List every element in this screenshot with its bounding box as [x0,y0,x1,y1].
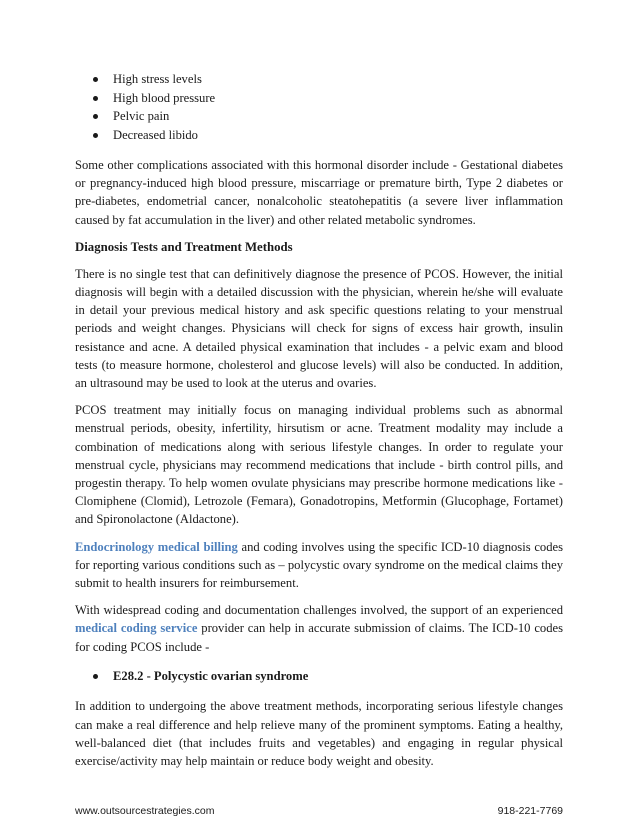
coding-text-before: With widespread coding and documentation challenges involved, the support of an experienced [75,603,563,618]
bullet-icon [93,77,98,82]
medical-coding-service-link[interactable]: medical coding service [75,621,198,636]
code-item-text: E28.2 - Polycystic ovarian syndrome [113,668,309,683]
document-page [75,70,563,770]
bullet-icon [93,96,98,101]
section-heading: Diagnosis Tests and Treatment Methods [75,239,293,254]
bullet-icon [93,133,98,138]
list-item [75,126,563,145]
list-item [75,107,563,126]
footer-phone: 918-221-7769 [497,805,563,817]
bullet-icon [93,674,98,679]
bullet-icon [93,114,98,119]
complications-paragraph: Some other complications associated with this hormonal disorder include - Gestational diabetes or pregnancy-induced high blood pressure, miscarriage or premature birth, Type 2 diabetes or pre-diabetes, endometrial cancer, nonalcoholic steatohepatitis (a severe liver inflammation caused by fat accumulation in the liver) and other related metabolic syndromes. [75,158,563,227]
list-item-text: Pelvic pain [113,109,170,123]
list-item-text: High stress levels [113,72,202,86]
footer-website: www.outsourcestrategies.com [75,805,215,817]
coding-paragraph [75,601,563,656]
lifestyle-paragraph: In addition to undergoing the above treatment methods, incorporating serious lifestyle changes can make a real difference and help relieve many of the prominent symptoms. Eating a healthy, well-balanced diet (that includes fruits and vegetables) and engaging in regular physical exercise/activity may help maintain or reduce body weight and obesity. [75,699,563,768]
list-item-text: High blood pressure [113,90,216,105]
billing-paragraph [75,538,563,593]
list-item-text: Decreased libido [113,127,198,142]
code-list [75,667,563,686]
endocrinology-billing-link[interactable]: Endocrinology medical billing [75,539,238,554]
treatment-paragraph: PCOS treatment may initially focus on managing individual problems such as abnormal menstrual periods, obesity, infertility, hirsutism or acne. Treatment modality may include a combination of medications along with serious lifestyle changes. In order to regulate your menstrual cycle, physicians may recommend medications that include - birth control pills, and progestin therapy. To help women ovulate physicians may prescribe hormone medications like - Clomiphene (Clomid), Letrozole (Femara), Gonadotropins, Metformin (Glucophage, Fortamet) and Spironolactone (Aldactone). [75,403,563,527]
page-footer [75,805,563,819]
list-item [75,89,563,108]
symptom-list [75,70,563,144]
diagnosis-paragraph: There is no single test that can definitively diagnose the presence of PCOS. However, the initial diagnosis will begin with a detailed discussion with the physician, wherein he/she will evaluate in detail your previous medical history and ask specific questions relating to your menstrual periods and weight changes. Physicians will check for signs of excess hair growth, insulin resistance and acne. A detailed physical examination that includes - a pelvic exam and blood tests (to measure hormone, cholesterol and glucose levels) will also be conducted. In addition, an ultrasound may be used to look at the uterus and ovaries. [75,266,563,391]
coding-text-after: provider can help in accurate submission of claims. The ICD-10 codes for coding PCOS include - [75,621,564,654]
billing-text: and coding involves using the specific ICD-10 diagnosis codes for reporting various conditions such as – polycystic ovary syndrome on the medical claims they submit to health insurers for reimbursement. [75,539,563,591]
list-item [75,667,563,686]
list-item [75,70,563,89]
